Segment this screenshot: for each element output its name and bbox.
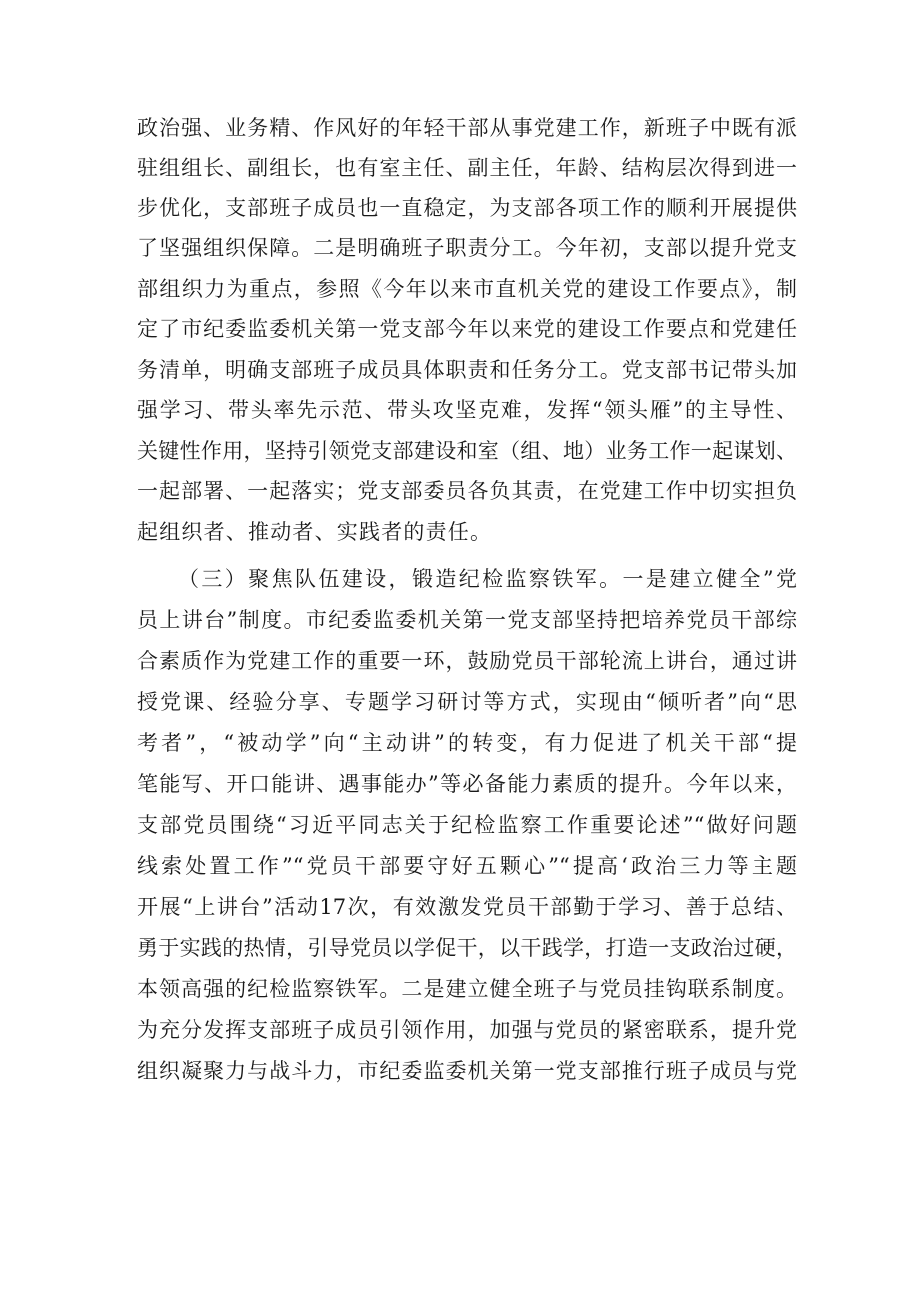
text-line: 组织凝聚力与战斗力，市纪委监委机关第一党支部推行班子成员与党 (137, 1059, 797, 1083)
text-line: 起组织者、推动者、实践者的责任。 (137, 520, 493, 544)
text-line: 一起部署、一起落实；党支部委员各负其责，在党建工作中切实担负 (137, 479, 797, 503)
text-line: 开展“上讲台”活动17次，有效激发党员干部勤于学习、善于总结、 (137, 895, 797, 919)
text-line: 线索处置工作”“党员干部要守好五颗心”“提高‘政治三力等主题 (137, 854, 797, 878)
text-line: 定了市纪委监委机关第一党支部今年以来党的建设工作要点和党建任 (137, 317, 797, 341)
text-line: 关键性作用，坚持引领党支部建设和室（组、地）业务工作一起谋划、 (137, 439, 797, 463)
section-heading-line: （三）聚焦队伍建设，锻造纪检监察铁军。一是建立健全”党 (178, 567, 797, 591)
text-line: 授党课、经验分享、专题学习研讨等方式，实现由“倾听者”向“思 (137, 690, 797, 714)
text-line: 强学习、带头率先示范、带头攻坚克难，发挥“领头雁”的主导性、 (137, 398, 797, 422)
text-line: 笔能写、开口能讲、遇事能办”等必备能力素质的提升。今年以来， (137, 772, 797, 796)
text-line: 驻组组长、副组长，也有室主任、副主任，年龄、结构层次得到进一 (137, 156, 797, 180)
text-line: 考者”，“被动学”向“主动讲”的转变，有力促进了机关干部“提 (137, 731, 797, 755)
text-line: 本领高强的纪检监察铁军。二是建立健全班子与党员挂钩联系制度。 (137, 977, 797, 1001)
text-line: 了坚强组织保障。二是明确班子职责分工。今年初，支部以提升党支 (137, 236, 797, 260)
text-line: 部组织力为重点，参照《今年以来市直机关党的建设工作要点》，制 (137, 277, 797, 301)
text-line: 合素质作为党建工作的重要一环，鼓励党员干部轮流上讲台，通过讲 (137, 649, 797, 673)
text-line: 勇于实践的热情，引导党员以学促干，以干践学，打造一支政治过硬， (137, 936, 797, 960)
text-line: 步优化，支部班子成员也一直稳定，为支部各项工作的顺利开展提供 (137, 196, 797, 220)
text-line: 支部党员围绕“习近平同志关于纪检监察工作重要论述”“做好问题 (137, 813, 797, 837)
text-line: 政治强、业务精、作风好的年轻干部从事党建工作，新班子中既有派 (137, 116, 797, 140)
text-line: 为充分发挥支部班子成员引领作用，加强与党员的紧密联系，提升党 (137, 1018, 797, 1042)
text-line: 员上讲台”制度。市纪委监委机关第一党支部坚持把培养党员干部综 (137, 608, 797, 632)
text-line: 务清单，明确支部班子成员具体职责和任务分工。党支部书记带头加 (137, 358, 797, 382)
